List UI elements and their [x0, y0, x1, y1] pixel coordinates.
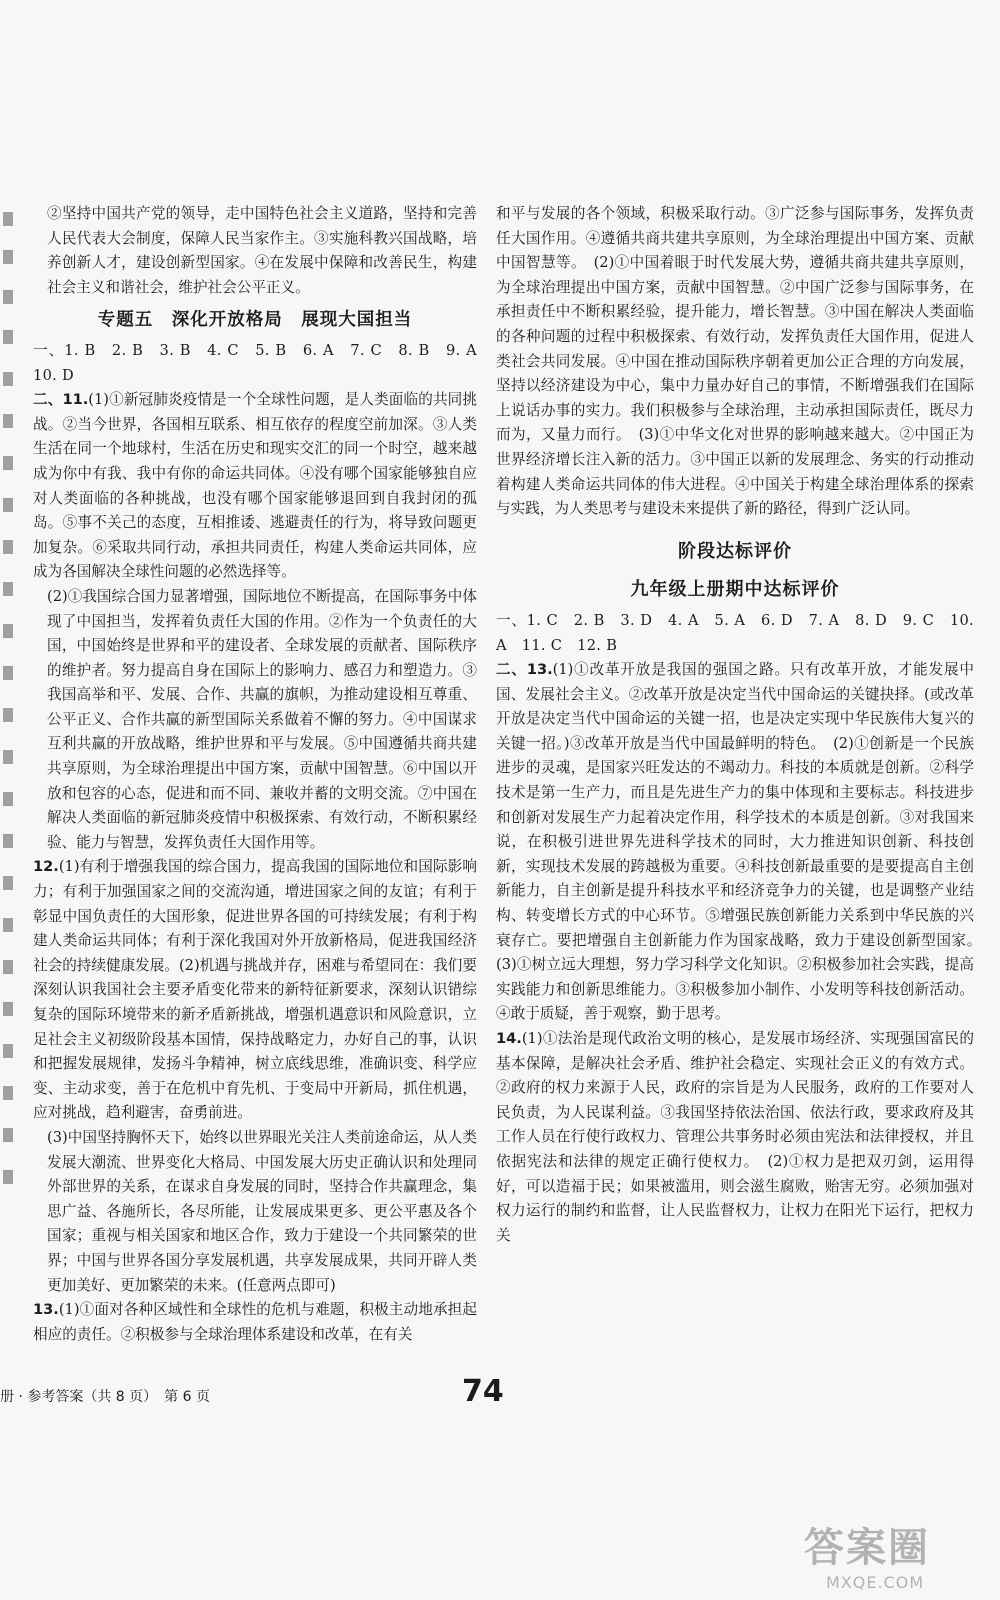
section-heading: 专题五 深化开放格局 展现大国担当	[97, 310, 413, 331]
answer-text: (1)①面对各种区域性和全球性的危机与难题，积极主动地承担起相应的责任。②积极参与全球治理体系建设和改革，在有关	[33, 1301, 477, 1343]
question-14	[496, 1027, 974, 1248]
answer-text: (1)有利于增强我国的综合国力，提高我国的国际地位和国际影响力；有利于加强国家之间的交流沟通，增进国家之间的友谊；有利于彰显中国负责任的大国形象，促进世界各国的可持续发展；有利于构建人类命运共同体；有利于深化我国对外开放新格局，促进我国经济社会的持续健康发展。	[33, 858, 477, 974]
footer-info: 册 · 参考答案（共 8 页） 第 6 页	[0, 1389, 210, 1405]
question-number: 13.	[33, 1301, 59, 1319]
question-number: 二、11.	[33, 391, 89, 409]
page-number: 74	[462, 1374, 504, 1409]
sub-heading: 九年级上册期中达标评价	[630, 579, 840, 601]
stage-heading: 阶段达标评价	[678, 540, 792, 562]
question-number: 二、13.	[496, 661, 553, 679]
question-12	[33, 855, 477, 1126]
answer-text: (3)中国坚持胸怀天下，始终以世界眼光关注人类前途命运，从人类发展大潮流、世界变化大格局、中国发展大历史正确认识和处理同外部世界的关系，在谋求自身发展的同时，坚持合作共赢理念，集思广益、各施所长，各尽所能，让发展成果更多、更公平惠及各个国家；重视与相关国家和地区合作，致力于建设一个共同繁荣的世界；中国与世界各国分享发展机遇，共享发展成果，共同开辟人类更加美好、更加繁荣的未来。(任意两点即可)	[47, 1128, 477, 1294]
answer-text: (2)①我国综合国力显著增强，国际地位不断提高，在国际事务中体现了中国担当，发挥着负责任大国的作用。②作为一个负责任的大国，中国始终是世界和平的建设者、全球发展的贡献者、国际秩序的维护者。努力提高自身在国际上的影响力、感召力和塑造力。③我国高举和平、发展、合作、共赢的旗帜，为推动建设相互尊重、公平正义、合作共赢的新型国际关系做着不懈的努力。④中国谋求互利共赢的开放战略，维护世界和平与发展。⑤中国遵循共商共建共享原则，为全球治理提出中国方案，贡献中国智慧。⑥中国以开放和包容的心态，促进和而不同、兼收并蓄的文明交流。⑦中国在解决人类面临的新冠肺炎疫情中积极探索、有效行动，不断积累经验、能力与智慧，发挥负责任大国作用等。	[47, 587, 477, 851]
answer-text: (1)①新冠肺炎疫情是一个全球性问题，是人类面临的共同挑战。②当今世界，各国相互联系、相互依存的程度空前加深。③人类生活在同一个地球村，生活在历史和现实交汇的同一个时空，越来越成为你中有我、我中有你的命运共同体。④没有哪个国家能够独自应对人类面临的各种挑战，也没有哪个国家能够退回到自我封闭的孤岛。⑤事不关己的态度，互相推诿、逃避责任的行为，将导致问题更加复杂。⑥采取共同行动，承担共同责任，构建人类命运共同体，应成为各国解决全球性问题的必然选择等。	[33, 391, 477, 581]
answer-text: (1)①法治是现代政治文明的核心，是发展市场经济、实现强国富民的基本保障，是解决社会矛盾、维护社会稳定、实现社会正义的有效方式。②政府的权力来源于人民，政府的宗旨是为人民服务，政府的工作要对人民负责，为人民谋利益。③我国坚持依法治国、依法行政，要求政府及其工作人员在行使行政权力、管理公共事务时必须由宪法和法律授权，并且依据宪法和法律的规定正确行使权力。 (2)①权力是把双刃剑，运用得好，可以造福于民；如果被滥用，则会滋生腐败，贻害无穷。必须加强对权力运行的制约和监督，让人民监督权力，让权力在阳光下运行，把权力关	[496, 1030, 974, 1244]
question-11	[33, 388, 477, 585]
answer-text: (2)机遇与挑战并存，困难与希望同在：我们要深刻认识我国社会主要矛盾变化带来的新特征新要求，深刻认识错综复杂的国际环境带来的新矛盾新挑战，增强机遇意识和风险意识，立足社会主义初级阶段基本国情，保持战略定力，办好自己的事，认识和把握发展规律，发扬斗争精神，树立底线思维，准确识变、科学应变、主动求变，善于在危机中育先机、于变局中开新局，抓住机遇，应对挑战，趋利避害，奋勇前进。	[33, 956, 477, 1122]
question-13	[33, 1298, 477, 1347]
multiple-choice-answers: 一、1. C 2. B 3. D 4. A 5. A 6. D 7. A 8. D 9. C 10. A 11. C 12. B	[496, 611, 974, 654]
watermark-text: 答案圈	[804, 1525, 930, 1571]
question-13	[496, 658, 989, 1027]
question-number: 14.	[496, 1030, 522, 1047]
paragraph: 和平与发展的各个领域，积极采取行动。③广泛参与国际事务，发挥负责任大国作用。④遵循共商共建共享原则，为全球治理提出中国方案、贡献中国智慧等。 (2)①中国着眼于时代发展大势，遵循共商共建共享原则，为全球治理提出中国方案，贡献中国智慧。②中国广泛参与国际事务，在承担责任中不断积累经验，提升能力，增长智慧。③中国在解决人类面临的各种问题的过程中积极探索、有效行动，发挥负责任大国作用，促进人类社会共同发展。④中国在推动国际秩序朝着更加公正合理的方向发展，坚持以经济建设为中心，集中力量办好自己的事情，不断增强我们在国际上说话办事的实力。我们积极参与全球治理，主动承担国际责任，既尽力而为，又量力而行。 (3)①中华文化对世界的影响越来越大。②中国正为世界经济增长注入新的活力。③中国正以新的发展理念、务实的行动推动着构建人类命运共同体的伟大进程。④中国关于构建全球治理体系的探索与实践，为人类思考与建设未来提供了新的路径，得到广泛认同。	[496, 205, 974, 518]
binding-edge	[0, 200, 16, 1200]
question-number: 12.	[33, 858, 59, 876]
watermark-url: MXQE.COM	[826, 1573, 925, 1592]
paragraph: ②坚持中国共产党的领导，走中国特色社会主义道路，坚持和完善人民代表大会制度，保障人民当家作主。③实施科教兴国战略，培养创新人才，建设创新型国家。④在发展中保障和改善民生，构建社会主义和谐社会，维护社会公平正义。	[47, 205, 477, 296]
multiple-choice-answers: 一、1. B 2. B 3. B 4. C 5. B 6. A 7. C 8. B 9. A 10. D	[33, 341, 492, 384]
right-column	[496, 202, 989, 1248]
left-column	[33, 202, 492, 1347]
answer-text: (1)①改革开放是我国的强国之路。只有改革开放，才能发展中国、发展社会主义。②改革开放是决定当代中国命运的关键抉择。(或改革开放是决定当代中国命运的关键一招，也是决定实现中华民族伟大复兴的关键一招。)③改革开放是当代中国最鲜明的特色。 (2)①创新是一个民族进步的灵魂，是国家兴旺发达的不竭动力。科技的本质就是创新。②科学技术是第一生产力，而且是先进生产力的集中体现和主要标志。科技进步和创新对发展生产力起着决定作用，科学技术的本质是创新。③对我国来说，在积极引进世界先进科学技术的同时，大力推进知识创新、科技创新，实现技术发展的跨越极为重要。④科技创新最重要的是要提高自主创新能力，自主创新是提升科技水平和经济竞争力的关键，也是调整产业结构、转变增长方式的中心环节。⑤增强民族创新能力关系到中华民族的兴衰存亡。要把增强自主创新能力作为国家战略，致力于建设创新型国家。 (3)①树立远大理想，努力学习科学文化知识。②积极参加社会实践，提高实践能力和创新思维能力。③积极参加小制作、小发明等科技创新活动。④敢于质疑，善于观察，勤于思考。	[496, 661, 989, 1023]
watermark-logo	[804, 1516, 984, 1596]
